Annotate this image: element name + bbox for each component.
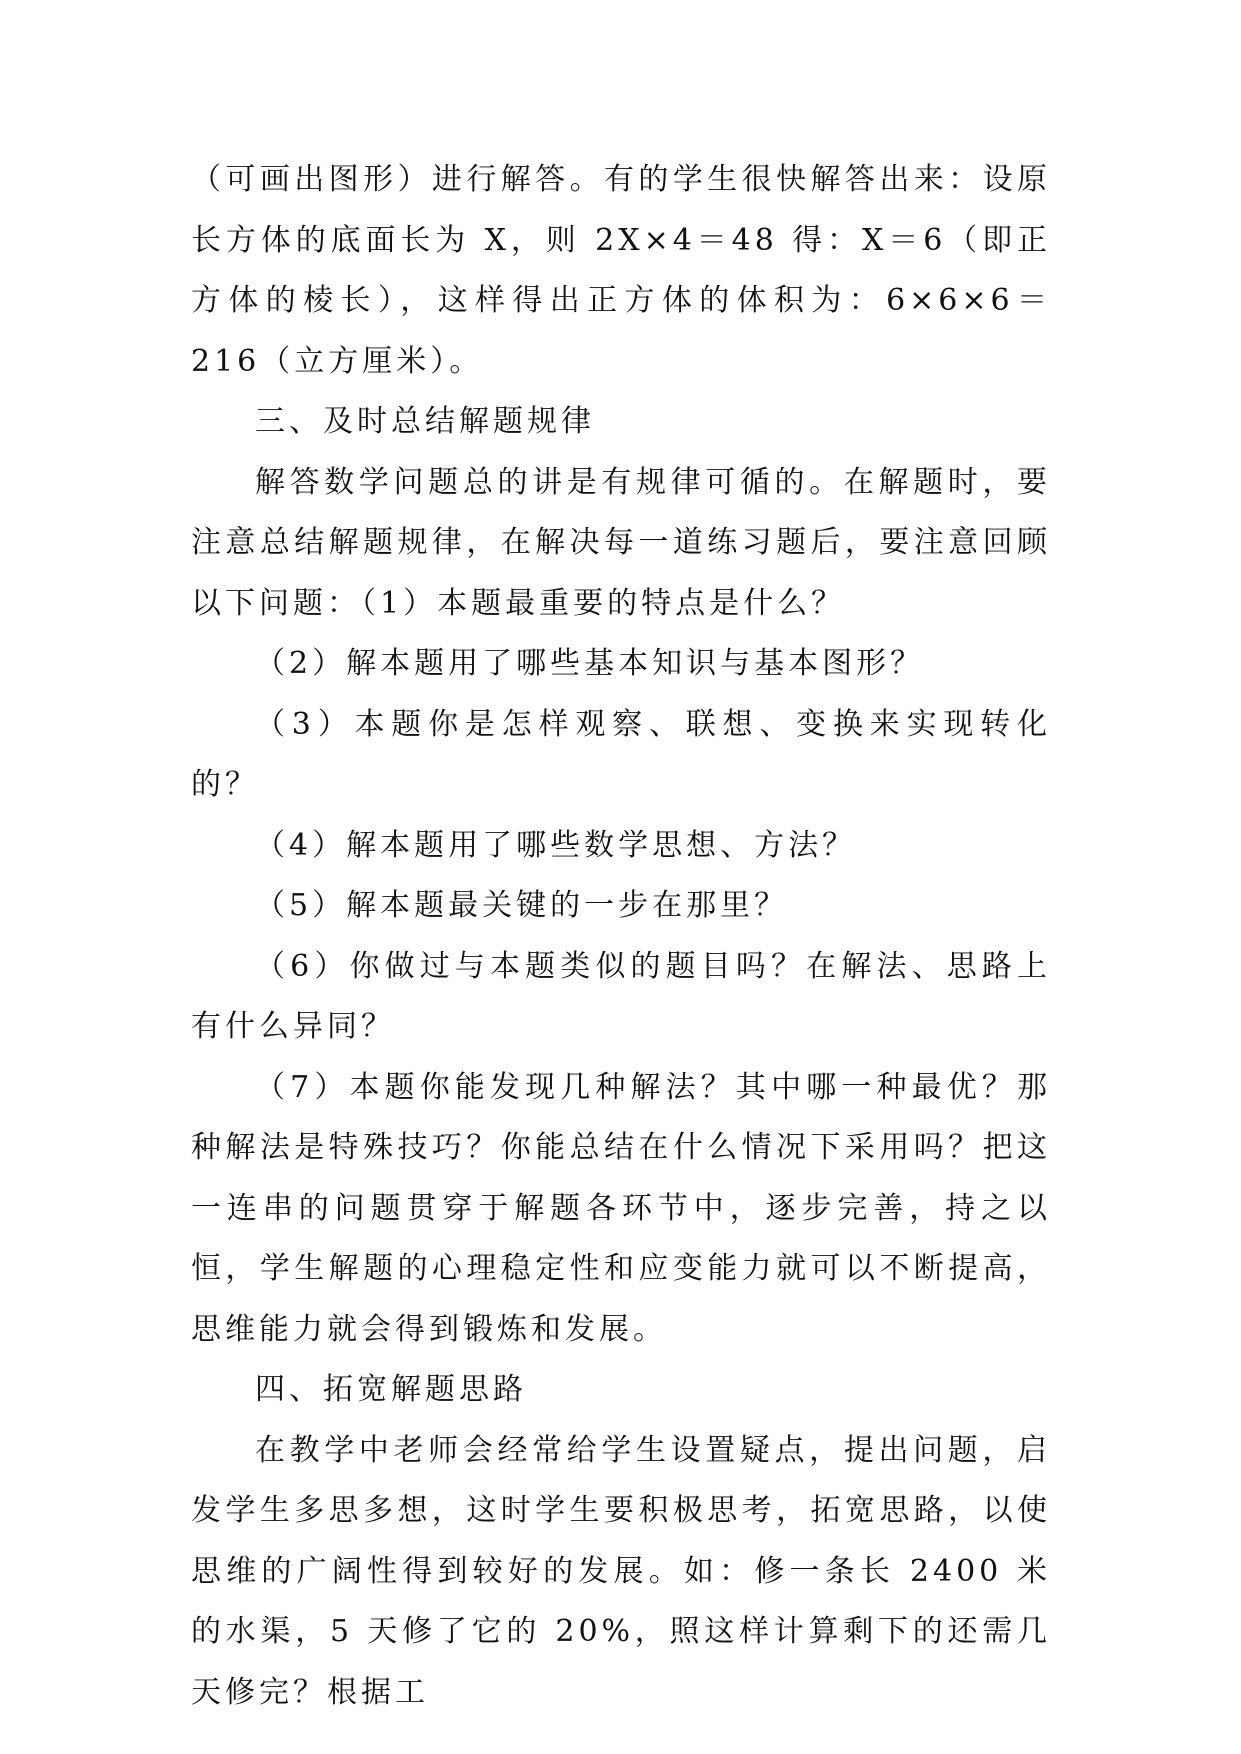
question-item-4: （4）解本题用了哪些数学思想、方法？	[255, 827, 857, 863]
paragraph-summary-rules: 解答数学问题总的讲是有规律可循的。在解题时，要注意总结解题规律，在解决每一道练习题后，要注意回顾以下问题：（1）本题最重要的特点是什么？	[191, 464, 1051, 621]
section-heading-4: 四、拓宽解题思路	[255, 1372, 527, 1407]
paragraph-volume-solution: （可画出图形）进行解答。有的学生很快解答出来：设原长方体的底面长为 X，则 2X×4＝48 得：X＝6（即正方体的棱长），这样得出正方体的体积为：6×6×6＝216（立方厘米）。	[191, 162, 1051, 379]
section-heading-3: 三、及时总结解题规律	[255, 404, 595, 439]
question-item-3: （3）本题你是怎样观察、联想、变换来实现转化的？	[191, 706, 1051, 802]
question-item-7: （7）本题你能发现几种解法？其中哪一种最优？那种解法是特殊技巧？你能总结在什么情况下采用吗？把这一连串的问题贯穿于解题各环节中，逐步完善，持之以恒，学生解题的心理稳定性和应变能力就可以不断提高，思维能力就会得到锻炼和发展。	[191, 1069, 1051, 1347]
question-item-6: （6）你做过与本题类似的题目吗？在解法、思路上有什么异同？	[191, 948, 1051, 1044]
paragraph-broaden-thinking: 在教学中老师会经常给学生设置疑点，提出问题，启发学生多思多想，这时学生要积极思考，拓宽思路，以使思维的广阔性得到较好的发展。如：修一条长 2400 米的水渠，5 天修了它的 20%，照这样计算剩下的还需几天修完？根据工	[191, 1432, 1051, 1710]
question-item-5: （5）解本题最关键的一步在那里？	[255, 888, 789, 923]
document-body	[191, 150, 1051, 1723]
question-item-2: （2）解本题用了哪些基本知识与基本图形？	[255, 646, 925, 681]
